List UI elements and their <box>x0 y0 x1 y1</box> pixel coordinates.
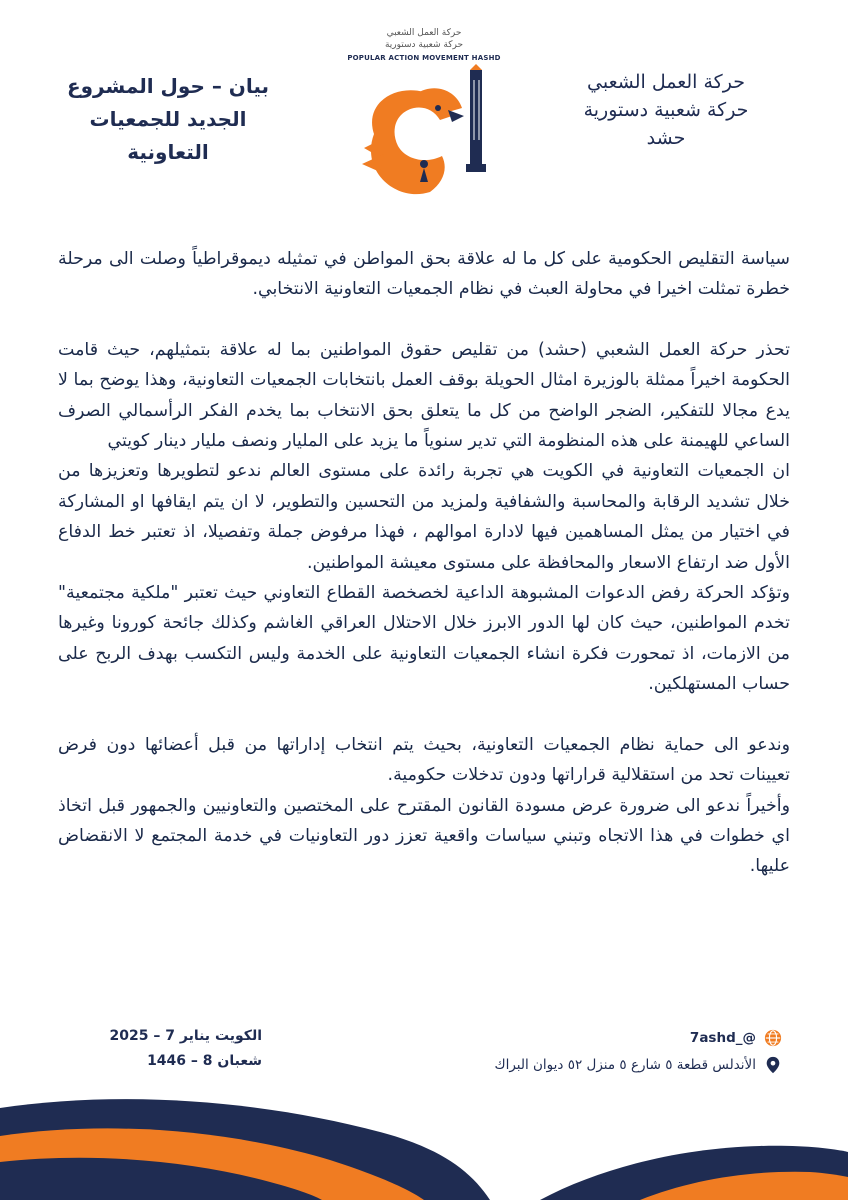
org-name-line1: حركة العمل الشعبي <box>587 71 745 93</box>
org-name-line2: حركة شعبية دستورية <box>583 99 749 121</box>
eagle-logo-icon <box>344 64 504 198</box>
statement-title-block <box>48 70 288 169</box>
org-name-line3: حشد <box>646 127 686 149</box>
hashd-logo <box>344 26 504 198</box>
paragraph-2: تحذر حركة العمل الشعبي (حشد) من تقليص حقوق المواطنين بما له علاقة بتمثيلهم، حيث قامت الحكومة اخيراً ممثلة بالوزيرة امثال الحويلة بوقف العمل بانتخابات الجمعيات التعاونية، وهذا يوضح بما لا يدع مجالا للتفكير، الضجر الواضح من كل ما يتعلق بحق الانتخاب بما يخدم الفكر الرأسمالي الصرف الساعي للهيمنة على هذه المنظومة التي تدير سنوياً ما يزيد على المليار ونصف مليار دينار كويتي <box>58 339 790 452</box>
paragraph-3: ان الجمعيات التعاونية في الكويت هي تجربة رائدة على مستوى العالم ندعو لتطويرها وتعزيزها من خلال تشديد الرقابة والمحاسبة والشفافية ولمزيد من التحسين والتطوير، لا ان يتم ايقافها او المشاركة في اختيار من يمثل المساهمين فيها لادارة اموالهم ، فهذا مرفوض جملة وتفصيلا، اذ تعتبر خط الدفاع الأول ضد ارتفاع الاسعار والمحافظة على مستوى معيشة المواطنين. <box>58 461 790 573</box>
statement-dates <box>62 1024 262 1074</box>
paragraph-5: وندعو الى حماية نظام الجمعيات التعاونية، بحيث يتم انتخاب إداراتها من قبل أعضائها دون فرض تعيينات تحد من استقلالية قراراتها ودون تدخلات حكومية. <box>58 734 790 786</box>
gregorian-date: الكويت يناير 7 – 2025 <box>109 1028 262 1044</box>
statement-title-line1: بيان – حول المشروع <box>66 74 270 98</box>
statement-body <box>58 244 790 882</box>
hijri-date: شعبان 8 – 1446 <box>147 1053 262 1069</box>
organization-name-block <box>546 68 786 152</box>
paragraph-1: سياسة التقليص الحكومية على كل ما له علاقة بحق المواطن في تمثيله ديموقراطياً وصلت الى مرحلة خطرة تمثلت اخيرا في محاولة العبث في نظام الجمعيات التعاونية الانتخابي. <box>58 249 790 300</box>
paragraph-4: وتؤكد الحركة رفض الدعوات المشبوهة الداعية لخصخصة القطاع التعاوني حيث تعتبر "ملكية مجتمعية" تخدم المواطنين، حيث كان لها الدور الابرز خلال الاحتلال العراقي الغاشم وكذلك جائحة كورونا وغيرها من الازمات، اذ تمحورت فكرة انشاء الجمعيات التعاونية على الخدمة وليس التكسب بهدف الربح على حساب المستهلكين. <box>58 583 790 695</box>
statement-title-line2: الجديد للجمعيات <box>89 107 247 131</box>
logo-english-name: POPULAR ACTION MOVEMENT HASHD <box>347 54 501 62</box>
globe-icon <box>764 1029 782 1047</box>
logo-arabic-line1: حركة العمل الشعبي <box>386 28 462 38</box>
decorative-waves <box>0 1070 848 1200</box>
social-handle[interactable]: 7ashd_@ <box>689 1030 756 1046</box>
statement-title-line3: التعاونية <box>127 140 209 164</box>
logo-arabic-line2: حركة شعبية دستورية <box>384 40 464 50</box>
address-text: الأندلس قطعة ٥ شارع ٥ منزل ٥٢ ديوان البراك <box>494 1057 756 1073</box>
social-handle-row <box>452 1026 782 1050</box>
paragraph-6: وأخيراً ندعو الى ضرورة عرض مسودة القانون المقترح على المختصين والتعاونيين والجمهور قبل اتخاذ اي خطوات في هذا الاتجاه وتبني سياسات واقعية تعزز دور التعاونيات في خدمة المجتمع لا الانقضاض عليها. <box>58 795 790 877</box>
